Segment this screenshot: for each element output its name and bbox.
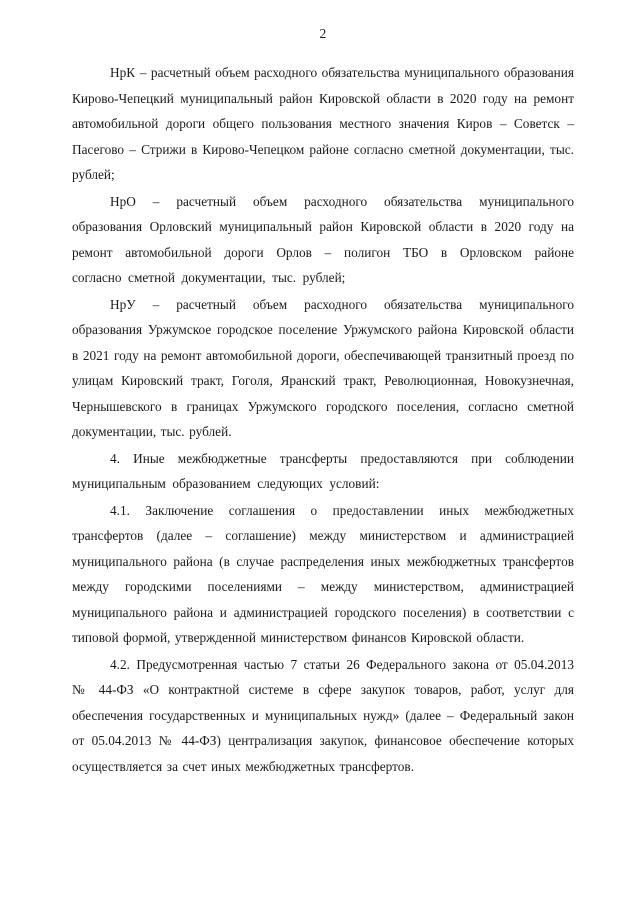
page-number: 2	[319, 26, 327, 41]
paragraph-item-4-1: 4.1. Заключение соглашения о предоставлении иных межбюджетных трансфертов (далее – соглашение) между министерством и администрацией муниципального района (в случае распределения иных межбюджетных трансфертов между городскими поселениями – между министерством, администрацией муниципального района и администрацией городского поселения) в соответствии с типовой формой, утвержденной министерством финансов Кировской области.	[72, 502, 574, 646]
paragraph-item-4: 4. Иные межбюджетные трансферты предоставляются при соблюдении муниципальным образованием следующих условий:	[72, 450, 574, 492]
paragraph-nrk: НрК – расчетный объем расходного обязательства муниципального образования Кирово-Чепецкий муниципальный район Кировской области в 2020 году на ремонт автомобильной дороги общего пользования местного значения Киров – Советск – Пасегово – Стрижи в Кирово-Чепецком районе согласно сметной документации, тыс. рублей;	[72, 65, 574, 183]
document-body	[72, 60, 574, 779]
paragraph-nru: НрУ – расчетный объем расходного обязательства муниципального образования Уржумское городское поселение Уржумского района Кировской области в 2021 году на ремонт автомобильной дороги, обеспечивающей транзитный проезд по улицам Кировский тракт, Гоголя, Яранский тракт, Революционная, Новокузнечная, Чернышевского в границах Уржумского городского поселения, согласно сметной документации, тыс. рублей.	[72, 296, 574, 440]
paragraph-item-4-2: 4.2. Предусмотренная частью 7 статьи 26 Федерального закона от 05.04.2013 № 44-ФЗ «О контрактной системе в сфере закупок товаров, работ, услуг для обеспечения государственных и муниципальных нужд» (далее – Федеральный закон от 05.04.2013 № 44-ФЗ) централизация закупок, финансовое обеспечение которых осуществляется за счет иных межбюджетных трансфертов.	[72, 656, 574, 774]
paragraph-nro: НрО – расчетный объем расходного обязательства муниципального образования Орловский муниципальный район Кировской области в 2020 году на ремонт автомобильной дороги Орлов – полигон ТБО в Орловском районе согласно сметной документации, тыс. рублей;	[72, 193, 574, 286]
